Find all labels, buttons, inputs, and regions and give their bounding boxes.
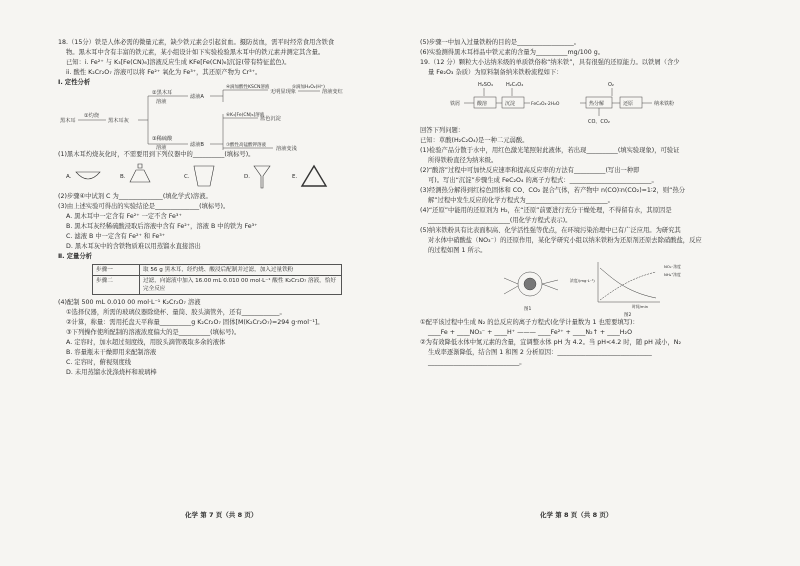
flow-output: 纳米铁粉 [654, 101, 675, 107]
flow-box1: 酸溶 [477, 101, 488, 107]
flow-red: 溶液变红 [322, 89, 343, 95]
crucible-lid-icon [130, 164, 150, 182]
crucible-icon [194, 166, 214, 186]
q19-question: (1)检验产品分散于水中，用红色激光笔照射此液体，若出现__________(填实验现象)，可验证 [420, 147, 680, 154]
flow-ash: 黑木耳灰 [108, 118, 129, 124]
funnel-icon [254, 166, 270, 188]
flow-box2: 沉淀 [505, 101, 516, 107]
q18-line: 18.（15分）铁是人体必需的微量元素，缺少铁元素会引起贫血。摄防贫血，需平时经常食用含铁食 [58, 39, 335, 46]
q19-question: 对水体中硝酸盐（NO₃⁻）的还原作用，某化学研究小组以纳米铁粉为还原剂还原去除硝酸盐，反应 [428, 237, 702, 244]
step-key: 步骤二 [93, 276, 140, 295]
flow-top1: ②黑木耳 [152, 90, 173, 96]
figure1-label: 图1 [524, 307, 532, 312]
evaporating-dish-icon [76, 172, 100, 179]
q5-item: ①配平该过程中生成 N₂ 的总反应的离子方程式(化学计量数为 1 也需要填写)： [420, 319, 639, 326]
flow-box3: 热分解 [589, 101, 605, 107]
q3-option: D. 黑木耳灰中的含铁物质难以用蒸馏水直接溶出 [66, 243, 201, 250]
q18-cont-line: (6)实验测得黑木耳样品中铁元素的含量为__________mg/100 g。 [420, 49, 605, 56]
figure2-label: 图2 [624, 313, 632, 318]
q5-item: ②为有效降低水体中氮元素的含量，宜调整水体 pH 为 4.2。当 pH<4.2 时，随 pH 减小，N₂ [420, 339, 682, 346]
known-info: 已知：草酸(H₂C₂O₄)是一种二元弱酸。 [420, 137, 529, 144]
q18-line: 物。黑木耳中含有丰富的铁元素，某小组设计如下实验检验黑木耳中的铁元素并测定其含量。 [66, 49, 325, 56]
q5-item: _____________________________。 [428, 359, 526, 366]
step-value: 过滤，向滤液中加入 16.00 mL 0.010 00 mol·L⁻¹ 酸性 K₂Cr₂O₇ 溶液，恰好完全反应 [140, 276, 342, 295]
flow-input: 铁屑 [450, 101, 461, 107]
q2-text: (2)步骤④中试剂 C 为______________(填化学式)溶液。 [58, 193, 212, 200]
right-footer: 化学 第 8 页（共 8 页） [540, 511, 613, 519]
q19-question: (2)“酸溶”过程中可加快反应速率和提高反应率的方法有__________(写出一种即 [420, 167, 640, 174]
section-qualitative: Ⅰ. 定性分析 [58, 79, 91, 86]
flow-gas: CO、CO₂ [588, 119, 610, 125]
flow-start: 黑木耳 [60, 118, 76, 124]
figure2-ylabel: 浓度/(mg·L⁻¹) [570, 278, 595, 283]
legend-ammonium: NH₄⁺浓度 [664, 272, 681, 277]
nitrate-curve [600, 268, 656, 298]
flow-burn: ①灼烧 [84, 113, 100, 119]
q19-line: 19.（12 分）颗粒大小达纳米级的单质铁俗称“纳米铁”，具有很强的还原能力。以铁屑（含少 [420, 59, 680, 66]
flow-blue: 蓝色沉淀 [260, 116, 281, 122]
table-row [93, 276, 342, 295]
flow-reagent2: H₂C₂O₄ [506, 82, 524, 88]
q19-question: (4)“还原”中能用的还原剂为 H₂，在“还原”前要进行充分干燥处理，不得留有水，其原因是 [420, 207, 672, 214]
flow-add-kmno4: ⑦酸性高锰酸钾溶液 [226, 143, 267, 148]
flow-bot1: ③稀硫酸 [152, 136, 173, 142]
flow-filtrate-a: 滤液A [190, 94, 204, 100]
q4-text: (4)配制 500 mL 0.010 00 mol·L⁻¹ K₂Cr₂O₇ 溶液 [58, 299, 201, 306]
q3-option: A. 黑木耳中一定含有 Fe²⁺ 一定不含 Fe³⁺ [66, 213, 182, 220]
legend-nitrate: NO₃⁻浓度 [664, 264, 681, 269]
q4-item: ①选择仪器，所需的玻璃仪器除烧杯、量筒、胶头滴管外，还有____________。 [66, 309, 286, 316]
q18-cont-line: (5)步骤一中加入过量铁粉的目的是__________________。 [420, 39, 581, 46]
q3-option: C. 滤液 B 中一定含有 Fe²⁺ 和 Fe³⁺ [66, 233, 166, 240]
q19-question: 所得铁粉直径为纳米级。 [428, 157, 498, 164]
clay-triangle-icon [302, 166, 326, 186]
left-footer: 化学 第 7 页（共 8 页） [185, 511, 258, 519]
q5-item: ____Fe + ____NO₃⁻ + ____H⁺ ——— ____Fe²⁺ + ____N₂↑ + ____H₂O [428, 329, 633, 336]
flow-filtrate-b: 滤液B [190, 142, 204, 148]
q18-line: 已知：i. Fe²⁺ 与 K₃[Fe(CN)₆]溶液反应生成 KFe[Fe(CN)₆]沉淀(带有特征蓝色)。 [66, 59, 291, 66]
flow-top2: 溶液 [156, 99, 167, 105]
q5-item: 生成率逐渐降低，结合图 1 和图 2 分析原因：______________________________ [428, 349, 652, 356]
q19-question: 解”过程中发生反应的化学方程式为__________________________。 [428, 197, 614, 204]
flow-h2o2: ⑤滴加H₂O₂(H⁺) [292, 85, 325, 90]
q4-item: C. 定容时，俯视刻度线 [66, 359, 132, 366]
q19-question: (5)纳米铁粉具有比表面积高、化学活性强等优点，在环境污染治理中已有广泛应用。为研究其 [420, 227, 681, 234]
q19-question: 的过程如图 1 所示。 [428, 247, 487, 254]
flow-mid: FeC₂O₄·2H₂O [531, 102, 560, 107]
q4-item: A. 定容时，加水超过刻度线，用胶头滴管吸取多余的液体 [66, 339, 226, 346]
table-row [93, 265, 342, 276]
left-column [58, 38, 388, 378]
apparatus-row [58, 160, 358, 192]
right-column [420, 38, 760, 368]
apparatus-c-label: C. [184, 174, 190, 180]
apparatus-e-label: E. [292, 174, 298, 180]
reaction-figures [420, 256, 760, 318]
section-quantitative: Ⅱ. 定量分析 [58, 253, 92, 260]
step-key: 步骤一 [93, 265, 140, 276]
flow-top-reagent: O₂ [608, 82, 614, 88]
q19-question: __________________________(用化学方程式表示)。 [428, 217, 572, 224]
apparatus-a-label: A. [66, 174, 72, 180]
step-value: 取 56 g 黑木耳，经灼烧、酸浸后配制并过滤，加入过量铁粉 [140, 265, 342, 276]
steps-table [92, 264, 342, 295]
flow-reagent1: H₂SO₄ [478, 82, 493, 88]
q3-option: B. 黑木耳灰经稀硫酸浸取后溶液中含有 Fe²⁺，溶液 B 中的铁为 Fe³⁺ [66, 223, 258, 230]
answer-intro: 回答下列问题： [420, 127, 465, 134]
q4-item: ③下列操作使所配制的溶液浓度偏大的是__________(填标号)。 [66, 329, 241, 336]
q19-line: 量 Fe₂O₃ 杂质）为原料制备纳米铁粉流程如下： [428, 69, 563, 76]
flow-bot2: 溶液 [156, 145, 167, 151]
flow-box4: 还原 [623, 101, 634, 107]
flow-add-kscn: ④滴加酸性KSCN溶液 [226, 85, 270, 90]
q1-text: (1)黑木耳灼烧灰化时，不需要用到下列仪器中的__________(填标号)。 [58, 151, 255, 158]
apparatus-b-label: B. [120, 174, 126, 180]
q4-item: D. 未用蒸馏水洗涤烧杯和玻璃棒 [66, 369, 157, 376]
nano-iron-flowchart [420, 78, 760, 126]
figure2-xlabel: 时间/min [632, 304, 649, 309]
apparatus-d-label: D. [244, 174, 250, 180]
flow-no-color: 无明显现象 [270, 89, 296, 95]
q4-item: ②计算，称量：需用托盘天平称量__________g K₂Cr₂O₇ 固体[M(K₂Cr₂O₇)=294 g·mol⁻¹]。 [66, 319, 324, 326]
q19-question: (3)经测热分解得到红棕色固体和 CO、CO₂ 混合气体，若产物中 n(CO)∶n(CO₂)=1∶2，则“热分 [420, 187, 686, 194]
q19-question: 可)。写出“沉淀”步骤生成 FeC₂O₄ 的离子方程式：__________________________。 [428, 177, 658, 184]
flow-fade: 溶液变浅 [276, 146, 297, 152]
q18-line: ii. 酸性 K₂Cr₂O₇ 溶液可以将 Fe²⁺ 氧化为 Fe³⁺，其还原产物为 Cr³⁺。 [66, 69, 262, 76]
q3-text: (3)由上述实验可得出的实验结论是______________(填标号)。 [58, 203, 230, 210]
q4-item: B. 容量瓶未干燥即用来配制溶液 [66, 349, 157, 356]
qualitative-flowchart [58, 85, 388, 152]
flow-add-fecn: ⑥K₃[Fe(CN)₆]溶液 [226, 113, 265, 118]
